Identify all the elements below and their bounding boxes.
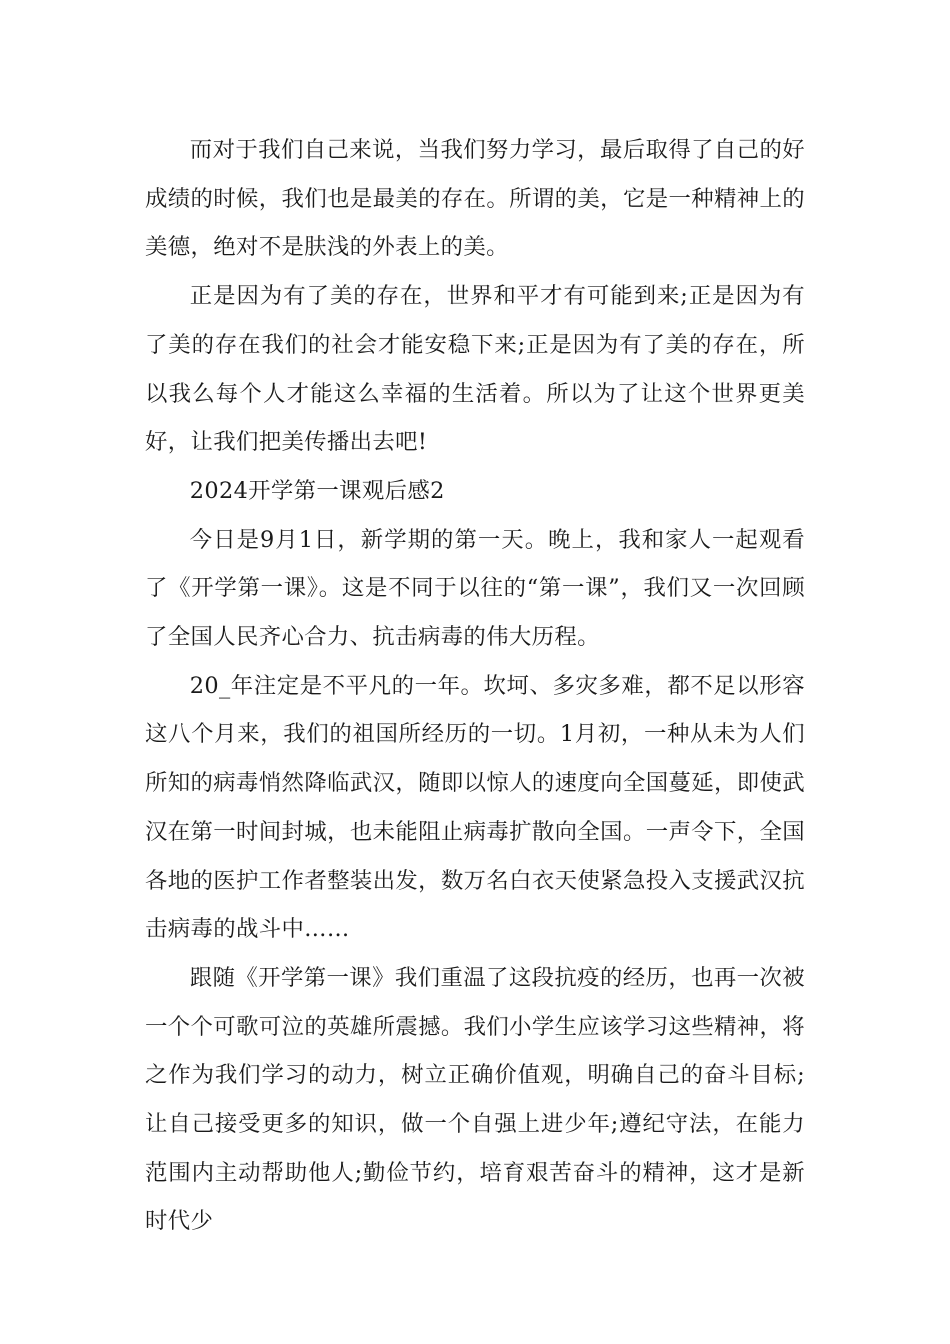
paragraph-heroes: 跟随《开学第一课》我们重温了这段抗疫的经历，也再一次被一个个可歌可泣的英雄所震撼。我们小学生应该学习这些精神，将之作为我们学习的动力，树立正确价值观，明确自己的奋斗目标;让自己接受更多的知识，做一个自强上进少年;遵纪守法，在能力范围内主动帮助他人;勤俭节约，培育艰苦奋斗的精神，这才是新时代少 bbox=[145, 964, 805, 1235]
paragraph-beauty-existence: 正是因为有了美的存在，世界和平才有可能到来;正是因为有了美的存在我们的社会才能安稳下来;正是因为有了美的存在，所以我么每个人才能这么幸福的生活着。所以为了让这个世界更美好，让我们把美传播出去吧! bbox=[145, 283, 805, 456]
paragraph-extraordinary-year: 20_年注定是不平凡的一年。坎坷、多灾多难，都不足以形容这八个月来，我们的祖国所经历的一切。1月初，一种从未为人们所知的病毒悄然降临武汉，随即以惊人的速度向全国蔓延，即使武汉在第一时间封城，也未能阻止病毒扩散向全国。一声令下，全国各地的医护工作者整装出发，数万名白衣天使紧急投入支援武汉抗击病毒的战斗中…… bbox=[145, 672, 805, 943]
section-heading: 2024开学第一课观后感2 bbox=[189, 477, 445, 504]
paragraph-first-day: 今日是9月1日，新学期的第一天。晚上，我和家人一起观看了《开学第一课》。这是不同于以往的“第一课”，我们又一次回顾了全国人民齐心合力、抗击病毒的伟大历程。 bbox=[145, 526, 805, 651]
document-page bbox=[145, 126, 805, 1246]
paragraph-beauty-achievement: 而对于我们自己来说，当我们努力学习，最后取得了自己的好成绩的时候，我们也是最美的存在。所谓的美，它是一种精神上的美德，绝对不是肤浅的外表上的美。 bbox=[145, 137, 805, 261]
